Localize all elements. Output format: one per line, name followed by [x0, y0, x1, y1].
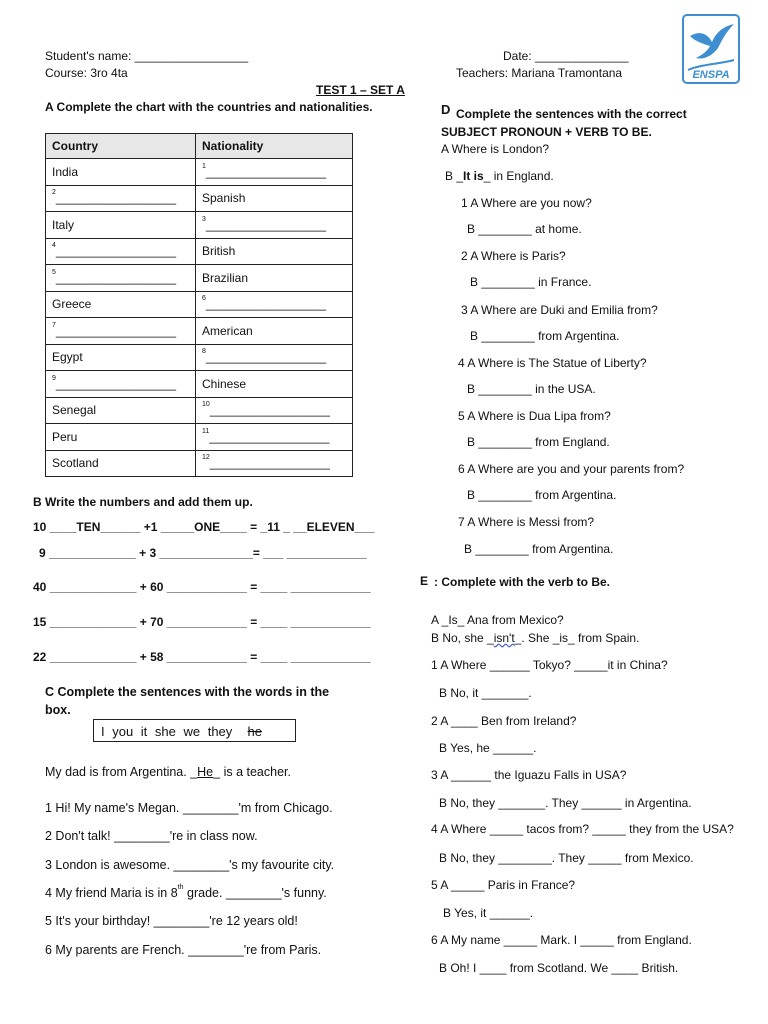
countries-chart	[45, 133, 353, 477]
nationality-cell-text: Brazilian	[202, 270, 249, 285]
chart-row	[46, 265, 353, 292]
chart-row	[46, 344, 353, 371]
chart-row	[46, 450, 353, 477]
nationality-cell	[196, 185, 353, 212]
d-item-7-a: B ________ from Argentina.	[464, 542, 614, 556]
e-example-b: B No, she _isn't_. She _is_ from Spain.	[431, 631, 640, 645]
country-cell-text: __________________	[55, 323, 177, 338]
c-item-5: 5 It's your birthday! ________'re 12 years old!	[45, 914, 298, 928]
country-cell	[46, 291, 196, 318]
c-item-3: 3 London is awesome. ________'s my favourite city.	[45, 858, 335, 872]
e-item-5-a: 5 A _____ Paris in France?	[431, 878, 576, 892]
item-number: 8	[202, 348, 206, 356]
country-cell-text: India	[52, 164, 79, 179]
test-title: TEST 1 – SET A	[316, 83, 405, 97]
nationality-cell	[196, 291, 353, 318]
chart-row	[46, 185, 353, 212]
c-item-2: 2 Don't talk! ________'re in class now.	[45, 829, 258, 843]
country-cell	[46, 318, 196, 345]
nationality-cell	[196, 424, 353, 451]
sum-line-3: 40 _____________ + 60 ____________ = ____ ____________	[33, 580, 371, 594]
word-box	[93, 719, 296, 742]
nationality-cell	[196, 371, 353, 398]
nationality-cell-text: __________________	[209, 403, 330, 418]
nationality-cell	[196, 238, 353, 265]
chart-row	[46, 397, 353, 424]
e-item-2-b: B Yes, he ______.	[439, 741, 537, 755]
country-cell-text: Scotland	[52, 456, 99, 471]
e-item-3-a: 3 A ______ the Iguazu Falls in USA?	[431, 768, 627, 782]
nationality-header: Nationality	[196, 134, 353, 159]
student-name-line: Student's name: _________________	[45, 49, 249, 63]
d-item-5-q: 5 A Where is Dua Lipa from?	[458, 409, 611, 423]
country-cell	[46, 238, 196, 265]
country-cell-text: __________________	[55, 376, 177, 391]
e-item-3-b: B No, they _______. They ______ in Argentina.	[439, 796, 692, 810]
e-item-4-b: B No, they ________. They _____ from Mexico.	[439, 851, 694, 865]
country-cell-text: __________________	[55, 191, 177, 206]
chart-row	[46, 159, 353, 186]
chart-row	[46, 238, 353, 265]
nationality-cell-text: __________________	[209, 456, 330, 471]
item-number: 12	[202, 454, 210, 462]
d-item-3-q: 3 A Where are Duki and Emilia from?	[461, 303, 658, 317]
item-number: 1	[202, 162, 206, 170]
e-item-5-b: B Yes, it ______.	[443, 906, 534, 920]
logo-text: ENSPA	[692, 69, 730, 81]
sum-line-2: 9 _____________ + 3 ______________= ___ ____________	[39, 546, 367, 560]
e-example-a: A _Is_ Ana from Mexico?	[431, 613, 564, 627]
country-cell-text: Senegal	[52, 403, 97, 418]
sum-line-4: 15 _____________ + 70 ____________ = ____ ____________	[33, 615, 371, 629]
section-b-heading: B Write the numbers and add them up.	[33, 495, 253, 509]
d-item-4-a: B ________ in the USA.	[467, 382, 596, 396]
d-item-1-a: B ________ at home.	[467, 222, 582, 236]
country-cell	[46, 450, 196, 477]
country-cell-text: __________________	[55, 270, 177, 285]
chart-row	[46, 291, 353, 318]
item-number: 10	[202, 401, 210, 409]
chart-row	[46, 424, 353, 451]
country-cell-text: __________________	[55, 244, 177, 259]
c-item-1: 1 Hi! My name's Megan. ________'m from Chicago.	[45, 801, 333, 815]
country-cell	[46, 185, 196, 212]
chart-row	[46, 212, 353, 239]
country-cell-text: Egypt	[52, 350, 83, 365]
chart-row	[46, 371, 353, 398]
section-e-letter: E	[420, 574, 429, 588]
e-item-1-a: 1 A Where ______ Tokyo? _____it in China?	[431, 658, 668, 672]
item-number: 2	[52, 189, 56, 197]
nationality-cell	[196, 344, 353, 371]
nationality-cell-text: American	[202, 323, 253, 338]
box-struck-word: he	[247, 724, 262, 739]
e-item-2-a: 2 A ____ Ben from Ireland?	[431, 714, 577, 728]
d-item-7-q: 7 A Where is Messi from?	[458, 515, 595, 529]
item-number: 11	[202, 427, 210, 435]
d-example-answer: B _It is_ in England.	[445, 169, 554, 183]
section-e-heading: : Complete with the verb to Be.	[434, 575, 611, 589]
chart-row	[46, 318, 353, 345]
e-item-1-b: B No, it _______.	[439, 686, 532, 700]
nationality-cell-text: Chinese	[202, 376, 247, 391]
country-cell	[46, 212, 196, 239]
d-item-6-q: 6 A Where are you and your parents from?	[458, 462, 685, 476]
d-example-question: A Where is London?	[441, 142, 550, 156]
nationality-cell-text: __________________	[205, 297, 327, 312]
c-item-6: 6 My parents are French. ________'re from Paris.	[45, 943, 322, 957]
country-cell-text: Peru	[52, 429, 78, 444]
item-number: 6	[202, 295, 206, 303]
section-a-heading: A Complete the chart with the countries and nationalities.	[45, 100, 373, 114]
country-cell	[46, 371, 196, 398]
nationality-cell	[196, 450, 353, 477]
nationality-cell	[196, 159, 353, 186]
nationality-cell-text: __________________	[209, 429, 330, 444]
d-item-6-a: B ________ from Argentina.	[467, 488, 617, 502]
nationality-cell-text: __________________	[205, 217, 327, 232]
country-cell	[46, 397, 196, 424]
item-number: 7	[52, 321, 56, 329]
section-d-heading-2: SUBJECT PRONOUN + VERB TO BE.	[441, 125, 652, 139]
section-c-example: My dad is from Argentina. _He_ is a teacher.	[45, 765, 291, 779]
d-item-4-q: 4 A Where is The Statue of Liberty?	[458, 356, 647, 370]
nationality-cell-text: Spanish	[202, 191, 246, 206]
school-logo	[682, 14, 740, 84]
nationality-cell	[196, 212, 353, 239]
section-c-heading-1: C Complete the sentences with the words in the	[45, 685, 330, 699]
country-cell	[46, 344, 196, 371]
country-cell-text: Italy	[52, 217, 75, 232]
sum-line-1: 10 ____TEN______ +1 _____ONE____ = _11 _ __ELEVEN___	[33, 520, 375, 534]
nationality-cell-text: __________________	[205, 164, 327, 179]
section-c-heading-2: box.	[45, 703, 71, 717]
nationality-cell	[196, 397, 353, 424]
course-line: Course: 3ro 4ta	[45, 66, 128, 80]
d-item-2-a: B ________ in France.	[470, 275, 592, 289]
c-item-4: 4 My friend Maria is in 8th grade. ________'s funny.	[45, 884, 327, 900]
nationality-cell	[196, 318, 353, 345]
country-cell	[46, 265, 196, 292]
item-number: 5	[52, 268, 56, 276]
d-item-5-a: B ________ from England.	[467, 435, 610, 449]
nationality-cell-text: British	[202, 244, 236, 259]
e-item-4-a: 4 A Where _____ tacos from? _____ they from the USA?	[431, 822, 734, 836]
country-cell	[46, 159, 196, 186]
country-cell	[46, 424, 196, 451]
nationality-cell	[196, 265, 353, 292]
box-words: I you it she we they	[101, 724, 233, 739]
example-answer: He	[197, 765, 214, 779]
nationality-cell-text: __________________	[205, 350, 327, 365]
section-d-letter: D	[441, 102, 451, 117]
date-line: Date: ______________	[503, 49, 629, 63]
e-item-6-a: 6 A My name _____ Mark. I _____ from England.	[431, 933, 692, 947]
sum-line-5: 22 _____________ + 58 ____________ = ____ ____________	[33, 650, 371, 664]
country-cell-text: Greece	[52, 297, 92, 312]
teachers-line: Teachers: Mariana Tramontana	[456, 66, 623, 80]
item-number: 9	[52, 374, 56, 382]
section-d-heading-1: Complete the sentences with the correct	[456, 107, 687, 121]
d-item-2-q: 2 A Where is Paris?	[461, 249, 566, 263]
d-item-1-q: 1 A Where are you now?	[461, 196, 592, 210]
item-number: 3	[202, 215, 206, 223]
d-item-3-a: B ________ from Argentina.	[470, 329, 620, 343]
country-header: Country	[46, 134, 196, 159]
e-item-6-b: B Oh! I ____ from Scotland. We ____ British.	[439, 961, 679, 975]
item-number: 4	[52, 242, 56, 250]
